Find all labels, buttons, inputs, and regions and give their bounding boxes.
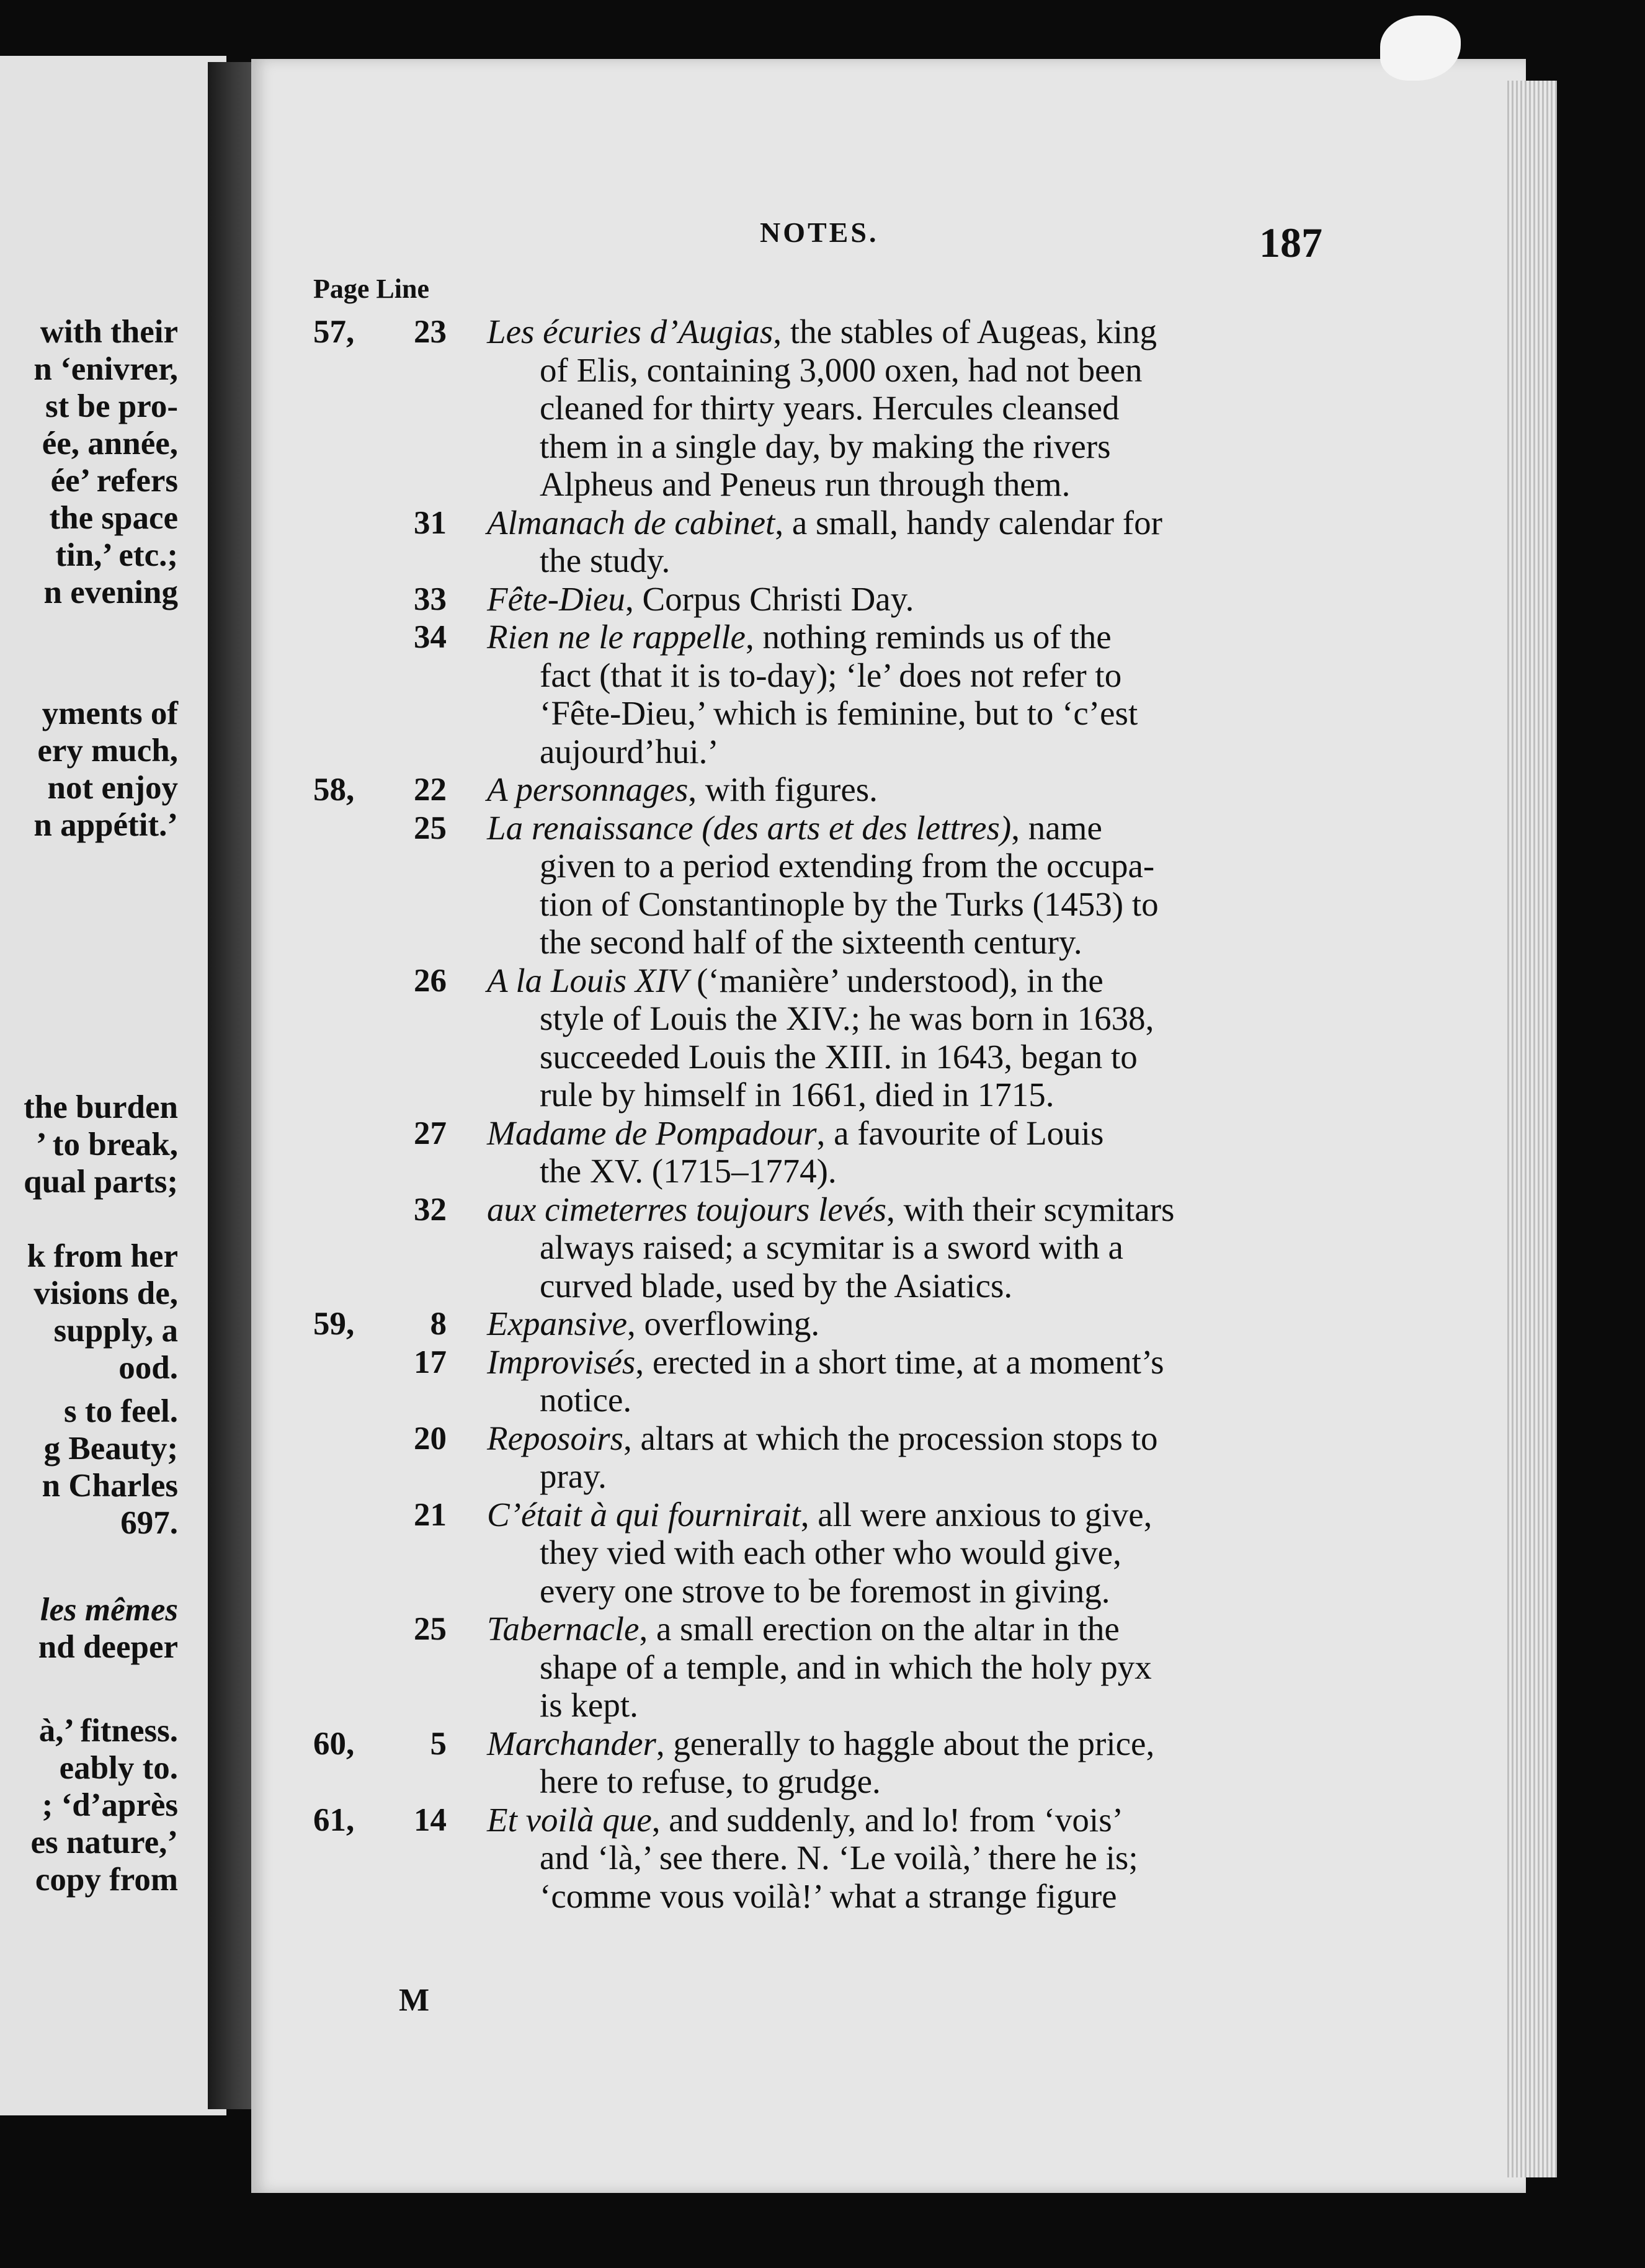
note-text: ‘comme vous voilà!’ what a strange figure — [540, 1877, 1117, 1915]
note-text: curved blade, used by the Asiatics. — [540, 1266, 1013, 1305]
note-text: , with figures. — [688, 770, 878, 808]
note-entry — [487, 617, 1112, 656]
note-text: every one strove to be foremost in giving. — [540, 1571, 1110, 1610]
note-continuation — [540, 1533, 1121, 1572]
note-text: given to a period extending from the occupa- — [540, 847, 1155, 885]
note-line-ref: 21 — [414, 1496, 447, 1533]
note-text: pray. — [540, 1457, 607, 1495]
note-continuation — [540, 732, 719, 771]
left-page-line: n appétit.’ — [33, 807, 178, 843]
note-entry — [487, 961, 1103, 1000]
left-page-line: not enjoy — [47, 770, 178, 806]
note-continuation — [540, 694, 1138, 733]
page-edges — [1507, 81, 1557, 2177]
running-head: NOTES. — [760, 217, 879, 248]
note-line-ref: 27 — [414, 1115, 447, 1151]
note-text: , with their scymitars — [886, 1190, 1175, 1228]
note-line-ref: 33 — [414, 581, 447, 617]
left-page-line: n Charles — [42, 1468, 178, 1504]
note-term: A personnages — [487, 770, 689, 808]
note-continuation — [540, 1648, 1152, 1687]
note-entry — [487, 1342, 1164, 1382]
note-continuation — [540, 1685, 638, 1725]
note-continuation — [540, 656, 1121, 695]
note-line-ref: 14 — [414, 1801, 447, 1838]
left-page-line: ’ to break, — [35, 1127, 178, 1163]
note-line-ref: 26 — [414, 962, 447, 999]
left-page-line: g Beauty; — [43, 1431, 178, 1467]
note-text: , nothing reminds us of the — [745, 618, 1112, 656]
note-text: fact (that it is to-day); ‘le’ does not refer to — [540, 656, 1122, 694]
note-text: tion of Constantinople by the Turks (1453) to — [540, 885, 1159, 923]
note-term: Expansive — [487, 1305, 628, 1342]
left-page-line: st be pro- — [45, 388, 178, 424]
note-text: notice. — [540, 1381, 632, 1419]
note-entry — [487, 579, 914, 618]
note-text: here to refuse, to grudge. — [540, 1762, 881, 1800]
note-page-ref: 59, — [313, 1306, 355, 1342]
signature-mark: M — [399, 1983, 430, 2018]
note-continuation — [540, 1838, 1138, 1877]
note-entry — [487, 1724, 1154, 1763]
note-term: C’était à qui fournirait — [487, 1495, 801, 1534]
note-text: , name — [1011, 808, 1102, 847]
note-text: of Elis, containing 3,000 oxen, had not been — [540, 350, 1143, 389]
note-continuation — [540, 1877, 1117, 1916]
note-continuation — [540, 922, 1082, 962]
note-entry — [487, 1304, 819, 1343]
note-text: ‘Fête-Dieu,’ which is feminine, but to ‘c’est — [540, 694, 1138, 732]
note-text: aujourd’hui.’ — [540, 732, 719, 770]
note-line-ref: 20 — [414, 1420, 447, 1457]
note-term: Reposoirs — [487, 1419, 623, 1457]
note-continuation — [540, 1380, 631, 1419]
left-page-line: visions de, — [33, 1275, 178, 1311]
note-page-ref: 61, — [313, 1801, 355, 1838]
note-text: , altars at which the procession stops to — [623, 1419, 1158, 1457]
note-text: , erected in a short time, at a moment’s — [635, 1342, 1164, 1381]
note-text: succeeded Louis the XIII. in 1643, began to — [540, 1037, 1138, 1076]
note-text: , the stables of Augeas, king — [773, 313, 1157, 350]
note-continuation — [540, 1457, 607, 1496]
note-continuation — [540, 465, 1070, 504]
left-page-line: n evening — [43, 574, 178, 610]
note-term: La renaissance (des arts et des lettres) — [487, 808, 1012, 847]
left-page-line: à,’ fitness. — [38, 1713, 178, 1749]
note-term: Fête-Dieu — [487, 579, 625, 618]
note-text: cleaned for thirty years. Hercules cleansed — [540, 389, 1120, 427]
left-page-line: yments of — [42, 695, 178, 731]
note-term: Tabernacle — [487, 1610, 640, 1648]
note-text: style of Louis the XIV.; he was born in 1638, — [540, 999, 1154, 1037]
page-number: 187 — [1259, 219, 1322, 266]
note-text: always raised; a scymitar is a sword with a — [540, 1228, 1123, 1266]
note-page-ref: 60, — [313, 1725, 355, 1762]
note-entry — [487, 1609, 1120, 1648]
note-page-ref: 58, — [313, 772, 355, 808]
note-continuation — [540, 1571, 1110, 1610]
note-continuation — [540, 427, 1111, 466]
note-text: , Corpus Christi Day. — [625, 579, 914, 618]
note-text: Alpheus and Peneus run through them. — [540, 465, 1071, 503]
note-text: the XV. (1715–1774). — [540, 1152, 837, 1190]
note-entry — [487, 1114, 1103, 1153]
note-text: , all were anxious to give, — [800, 1495, 1152, 1534]
note-term: Rien ne le rappelle — [487, 618, 746, 656]
left-page-line: tin,’ etc.; — [55, 537, 178, 573]
left-page-line: es nature,’ — [30, 1824, 178, 1860]
left-page-line: the space — [49, 500, 178, 536]
note-continuation — [540, 1075, 1054, 1114]
note-line-ref: 8 — [430, 1306, 447, 1342]
left-page-line: the burden — [24, 1089, 178, 1125]
note-term: Madame de Pompadour — [487, 1114, 817, 1152]
note-text: , overflowing. — [627, 1305, 820, 1342]
left-page-line: 697. — [120, 1505, 178, 1541]
note-line-ref: 25 — [414, 1611, 447, 1647]
note-continuation — [540, 1037, 1138, 1076]
note-continuation — [540, 999, 1154, 1038]
left-page-line: k from her — [27, 1238, 178, 1274]
note-term: Improvisés — [487, 1342, 636, 1381]
note-term: Et voilà que — [487, 1800, 652, 1839]
note-entry — [487, 1800, 1123, 1839]
note-term: Les écuries d’Augias — [487, 313, 773, 350]
note-entry — [487, 770, 878, 809]
note-term: Marchander — [487, 1724, 656, 1762]
column-heading: Page Line — [313, 274, 429, 304]
note-text: the study. — [540, 542, 671, 579]
note-text: , generally to haggle about the price, — [656, 1724, 1155, 1762]
note-text: , a favourite of Louis — [816, 1114, 1104, 1152]
note-page-ref: 57, — [313, 314, 355, 350]
note-continuation — [540, 1762, 881, 1801]
left-page-line: ; ‘d’après — [42, 1787, 178, 1823]
note-continuation — [540, 1151, 837, 1190]
note-term: Almanach de cabinet — [487, 503, 775, 542]
note-line-ref: 23 — [414, 314, 447, 350]
note-continuation — [540, 1266, 1012, 1305]
note-line-ref: 25 — [414, 810, 447, 846]
note-text: rule by himself in 1661, died in 1715. — [540, 1076, 1054, 1114]
left-page-line: les mêmes — [40, 1592, 178, 1628]
note-entry — [487, 808, 1102, 847]
left-page-line: with their — [40, 314, 178, 350]
left-page-line: copy from — [35, 1862, 178, 1898]
note-continuation — [540, 885, 1159, 924]
note-entry — [487, 1419, 1158, 1458]
note-text: is kept. — [540, 1686, 638, 1724]
note-continuation — [540, 350, 1142, 390]
left-page-line: s to feel. — [64, 1393, 178, 1429]
left-page-line: n ‘enivrer, — [33, 351, 178, 387]
note-text: and ‘là,’ see there. N. ‘Le voilà,’ there he is; — [540, 1839, 1138, 1877]
note-term: A la Louis XIV — [487, 961, 689, 999]
note-line-ref: 22 — [414, 772, 447, 808]
note-line-ref: 5 — [430, 1725, 447, 1762]
left-page-line: ée, année, — [42, 426, 178, 462]
left-page-line: eably to. — [59, 1750, 178, 1786]
left-page-line: ée’ refers — [50, 463, 178, 499]
note-text: , a small, handy calendar for — [775, 503, 1162, 542]
note-term: aux cimeterres toujours levés — [487, 1190, 887, 1228]
note-text: the second half of the sixteenth century. — [540, 923, 1082, 961]
note-entry — [487, 1495, 1152, 1534]
note-entry — [487, 312, 1157, 351]
note-entry — [487, 503, 1162, 542]
left-page-line: ood. — [118, 1350, 178, 1386]
left-page-fragment — [0, 56, 226, 2115]
left-page-line: supply, a — [53, 1313, 178, 1349]
note-line-ref: 32 — [414, 1191, 447, 1228]
note-text: them in a single day, by making the rivers — [540, 427, 1111, 465]
left-page-line: nd deeper — [38, 1629, 178, 1665]
note-continuation — [540, 541, 670, 580]
note-entry — [487, 1190, 1174, 1229]
note-continuation — [540, 1228, 1123, 1267]
left-page-line: ery much, — [37, 733, 178, 769]
note-text: (‘manière’ understood), in the — [688, 961, 1103, 999]
note-text: they vied with each other who would give, — [540, 1534, 1121, 1571]
left-page-line: qual parts; — [24, 1164, 178, 1200]
note-text: , a small erection on the altar in the — [639, 1610, 1120, 1648]
note-line-ref: 34 — [414, 619, 447, 655]
note-text: , and suddenly, and lo! from ‘vois’ — [651, 1800, 1123, 1839]
note-continuation — [540, 846, 1154, 885]
note-line-ref: 17 — [414, 1344, 447, 1380]
note-text: shape of a temple, and in which the holy pyx — [540, 1648, 1152, 1686]
note-line-ref: 31 — [414, 504, 447, 541]
note-continuation — [540, 388, 1120, 427]
